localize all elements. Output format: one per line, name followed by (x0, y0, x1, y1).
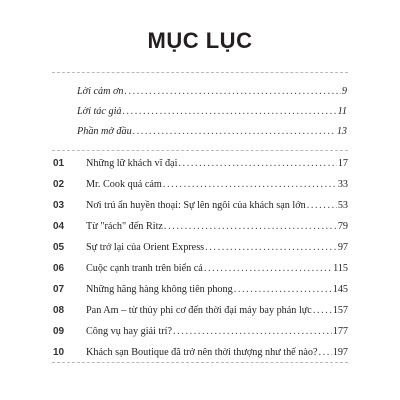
chapter-number: 09 (53, 326, 65, 337)
chapter-page: 97 (337, 242, 348, 253)
chapter-item[interactable] (0, 324, 400, 340)
chapter-number: 07 (53, 284, 65, 295)
chapter-label: Mr. Cook quả cảm (86, 179, 162, 190)
dot-leader (313, 303, 332, 319)
chapter-number: 08 (53, 305, 65, 316)
front-matter-label: Phần mở đầu (77, 126, 132, 137)
chapter-page: 79 (337, 221, 348, 232)
dot-leader (204, 261, 332, 277)
page-title: MỤC LỤC (147, 28, 253, 53)
dot-leader (125, 84, 341, 100)
chapter-page: 17 (337, 158, 348, 169)
dot-leader (163, 177, 337, 193)
section-divider (52, 150, 348, 151)
chapter-page: 197 (332, 347, 348, 358)
front-matter-item[interactable] (0, 104, 400, 120)
chapter-item[interactable] (0, 198, 400, 214)
chapter-label: Từ "rách" đến Ritz (86, 221, 163, 232)
chapter-label: Sự trở lại của Orient Express (86, 242, 205, 253)
dot-leader (164, 219, 337, 235)
dot-leader (307, 198, 337, 214)
dot-leader (178, 156, 336, 172)
front-matter-label: Lời cảm ơn (77, 86, 124, 97)
front-matter-label: Lời tác giả (77, 106, 122, 117)
chapter-number: 04 (53, 221, 65, 232)
dot-leader (234, 282, 332, 298)
dot-leader (318, 345, 331, 361)
chapter-label: Nơi trú ẩn huyền thoại: Sự lên ngôi của khách sạn lớn (86, 200, 306, 211)
bottom-divider (52, 362, 348, 363)
chapter-item[interactable] (0, 261, 400, 277)
chapter-item[interactable] (0, 177, 400, 193)
chapter-item[interactable] (0, 345, 400, 361)
top-divider (52, 72, 348, 73)
chapter-page: 115 (333, 263, 348, 274)
chapter-label: Cuộc cạnh tranh trên biển cả (86, 263, 203, 274)
chapter-number: 02 (53, 179, 65, 190)
chapter-label: Những hãng hàng không tiên phong (86, 284, 233, 295)
front-matter-page: 11 (337, 106, 347, 117)
chapter-label: Công vụ hay giải trí? (86, 326, 173, 337)
chapter-item[interactable] (0, 282, 400, 298)
chapter-page: 157 (332, 305, 348, 316)
dot-leader (123, 104, 337, 120)
chapter-item[interactable] (0, 303, 400, 319)
chapter-number: 06 (53, 263, 65, 274)
chapter-item[interactable] (0, 156, 400, 172)
front-matter-page: 13 (336, 126, 347, 137)
chapter-label: Khách sạn Boutique đã trở nên thời thượng như thế nào? (86, 347, 318, 358)
front-matter-item[interactable] (0, 124, 400, 140)
chapter-label: Pan Am – từ thủy phi cơ đến thời đại máy bay phản lực (86, 305, 312, 316)
chapter-label: Những lữ khách vĩ đại (86, 158, 178, 169)
chapter-number: 05 (53, 242, 65, 253)
chapter-page: 33 (337, 179, 348, 190)
front-matter-page: 9 (341, 86, 347, 97)
chapter-page: 177 (332, 326, 348, 337)
chapter-page: 145 (332, 284, 348, 295)
chapter-number: 01 (53, 158, 65, 169)
chapter-number: 10 (53, 347, 65, 358)
chapter-item[interactable] (0, 219, 400, 235)
front-matter-item[interactable] (0, 84, 400, 100)
dot-leader (133, 124, 336, 140)
chapter-page: 53 (337, 200, 348, 211)
dot-leader (205, 240, 337, 256)
chapter-number: 03 (53, 200, 65, 211)
dot-leader (173, 324, 332, 340)
chapter-item[interactable] (0, 240, 400, 256)
